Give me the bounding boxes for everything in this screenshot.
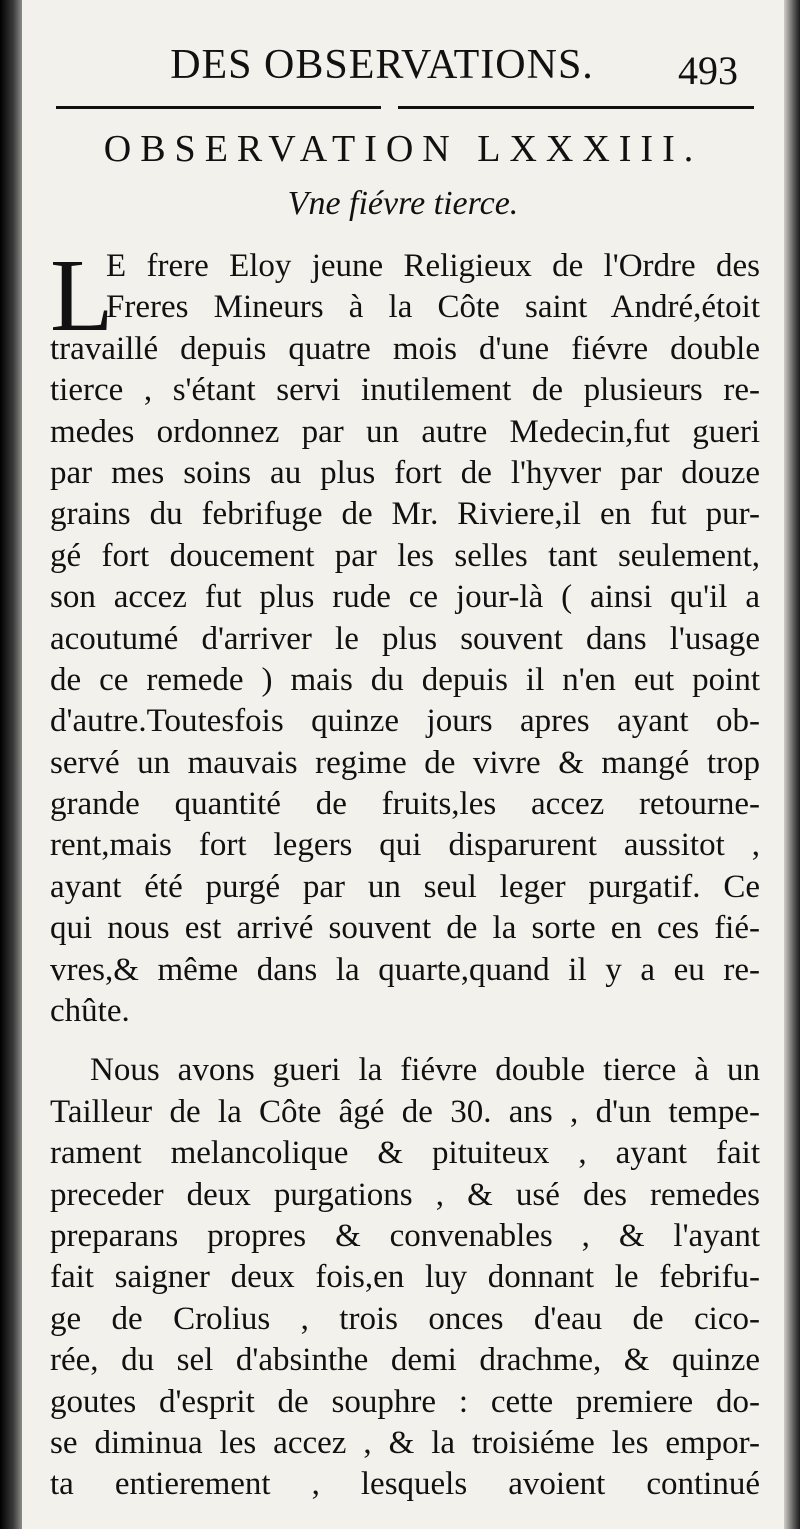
scan-right-edge <box>784 0 800 1529</box>
text-line: grande quantité de fruits,les accez retourne- <box>50 786 760 823</box>
text-line: rament melancolique & pituiteux , ayant fait <box>50 1135 760 1172</box>
text-line: qui nous est arrivé souvent de la sorte en ces fié- <box>50 910 760 947</box>
text-line: preparans propres & convenables , & l'ayant <box>50 1217 760 1254</box>
paragraph-2 <box>50 1050 760 1505</box>
text-line: preceder deux purgations , & usé des remedes <box>50 1176 760 1213</box>
text-line: travaillé depuis quatre mois d'une fiévre double <box>50 330 760 367</box>
text-line: ayant été purgé par un seul leger purgatif. Ce <box>50 868 760 905</box>
text-line: ta entierement , lesquels avoient continué <box>50 1466 760 1503</box>
text-line: medes ordonnez par un autre Medecin,fut gueri <box>50 413 760 450</box>
header-rule-left <box>56 106 381 109</box>
text-line: par mes soins au plus fort de l'hyver par douze <box>50 454 760 491</box>
paragraph-1 <box>50 238 760 1032</box>
text-line: Tailleur de la Côte âgé de 30. ans , d'un tempe- <box>50 1093 760 1130</box>
body-text <box>50 238 760 1506</box>
text-line: E frere Eloy jeune Religieux de l'Ordre des <box>106 248 760 284</box>
page-number: 493 <box>678 48 738 93</box>
text-line: ge de Crolius , trois onces d'eau de cico- <box>50 1300 760 1337</box>
observation-subtitle: Vne fiévre tierce. <box>287 185 519 222</box>
text-line: se diminua les accez , & la troisiéme les empor- <box>50 1424 760 1461</box>
text-line: chûte. <box>50 993 130 1030</box>
text-line: Freres Mineurs à la Côte saint André,étoit <box>106 289 760 326</box>
text-line: acoutumé d'arriver le plus souvent dans l'usage <box>50 620 760 657</box>
book-page <box>22 0 784 1529</box>
observation-title: OBSERVATION LXXXIII. <box>103 128 703 170</box>
scan-left-edge <box>0 0 22 1529</box>
text-line: tierce , s'étant servi inutilement de plusieurs re- <box>50 372 760 409</box>
text-line: rée, du sel d'absinthe demi drachme, & quinze <box>50 1342 760 1379</box>
text-line: vres,& même dans la quarte,quand il y a eu re- <box>50 951 760 988</box>
text-line: d'autre.Toutesfois quinze jours apres ayant ob- <box>50 703 760 740</box>
text-line: rent,mais fort legers qui disparurent aussitot , <box>50 827 760 864</box>
text-line: servé un mauvais regime de vivre & mangé trop <box>50 744 760 781</box>
text-line: gé fort doucement par les selles tant seulement, <box>50 537 760 574</box>
running-head: DES OBSERVATIONS. <box>170 42 594 88</box>
text-line: Nous avons gueri la fiévre double tierce à un <box>90 1052 760 1089</box>
page-header <box>22 40 784 100</box>
text-line: goutes d'esprit de souphre : cette premiere do- <box>50 1383 760 1420</box>
text-line: de ce remede ) mais du depuis il n'en eut point <box>50 661 760 698</box>
header-rule-right <box>398 106 754 109</box>
drop-cap: L <box>50 238 114 353</box>
text-line: son accez fut plus rude ce jour-là ( ainsi qu'il a <box>50 579 760 616</box>
text-line: fait saigner deux fois,en luy donnant le febrifu- <box>50 1259 760 1296</box>
text-line: grains du febrifuge de Mr. Riviere,il en fut pur- <box>50 496 760 533</box>
